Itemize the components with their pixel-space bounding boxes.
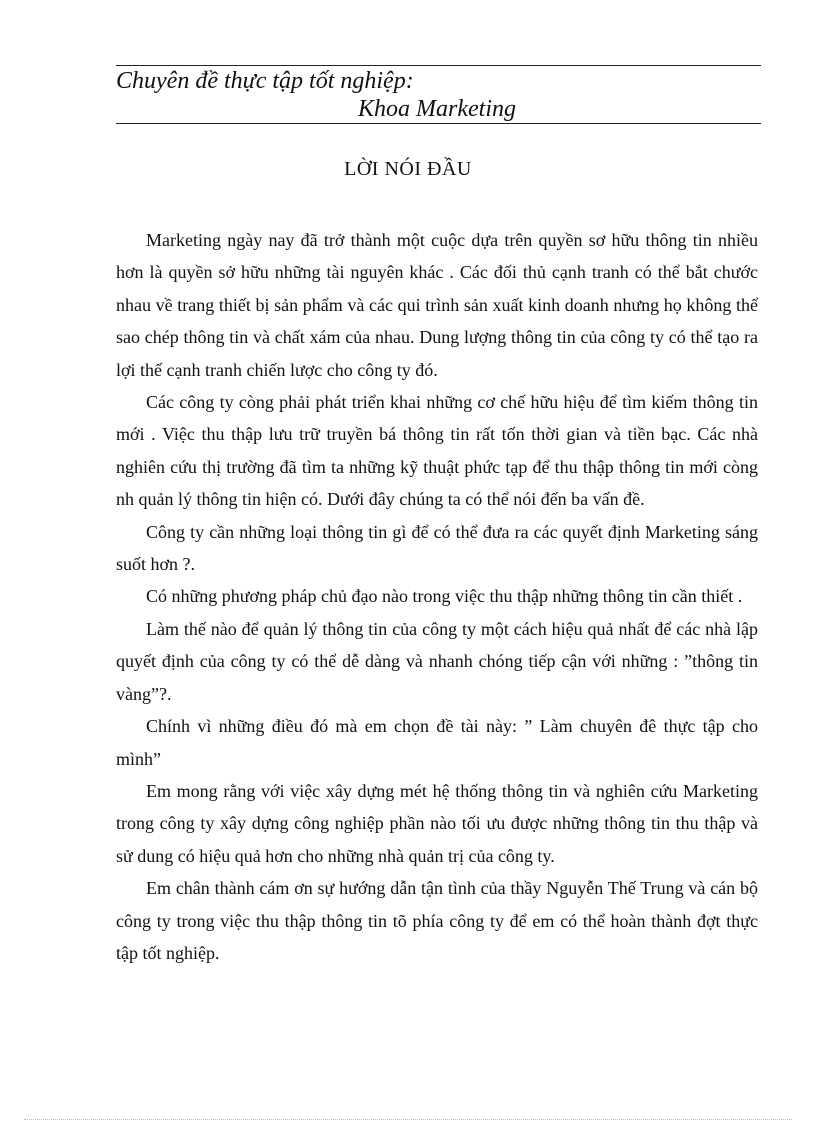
paragraph: Em chân thành cám ơn sự hướng dẫn tận tình của thầy Nguyễn Thế Trung và cán bộ công ty trong việc thu thập thông tin tõ phía công ty để em có thể hoàn thành đợt thực tập tốt nghiệp. bbox=[116, 878, 758, 963]
header-bottom-rule bbox=[116, 123, 761, 124]
paragraph: Marketing ngày nay đã trở thành một cuộc dựa trên quyền sơ hữu thông tin nhiều hơn là quyền sở hữu những tài nguyên khác . Các đối thủ cạnh tranh có thể bắt chước nhau về trang thiết bị sản phẩm và các qui trình sản xuất kinh doanh nhưng họ không thể sao chép thông tin và chất xám của nhau. Dung lượng thông tin của công ty có thể tạo ra lợi thế cạnh tranh chiến lược cho công ty đó. bbox=[116, 230, 758, 380]
paragraph: Làm thế nào để quản lý thông tin của công ty một cách hiệu quả nhất để các nhà lập quyết định của công ty có thể dễ dàng và nhanh chóng tiếp cận với những : ”thông tin vàng”?. bbox=[116, 618, 758, 704]
body-text bbox=[116, 224, 758, 969]
paragraph: Công ty cần những loại thông tin gì để có thể đưa ra các quyết định Marketing sáng suốt hơn ?. bbox=[116, 521, 758, 575]
header-top-rule bbox=[116, 65, 761, 66]
header-document-type: Chuyên đề thực tập tốt nghiệp: bbox=[116, 68, 414, 94]
paragraph: Chính vì những điều đó mà em chọn đề tài này: ” Làm chuyên đê thực tập cho mình” bbox=[116, 716, 758, 769]
paragraph: Có những phương pháp chủ đạo nào trong việc thu thập những thông tin cần thiết . bbox=[146, 586, 743, 607]
running-header bbox=[116, 64, 761, 126]
header-faculty: Khoa Marketing bbox=[358, 96, 516, 122]
page-title: LỜI NÓI ĐẦU bbox=[344, 158, 472, 180]
paragraph: Em mong rằng với việc xây dựng mét hệ thống thông tin và nghiên cứu Marketing trong công ty xây dựng công nghiệp phần nào tối ưu được những thông tin thu thập và sử dung có hiệu quả hơn cho những nhà quản trị của công ty. bbox=[116, 780, 758, 866]
paragraph: Các công ty còng phải phát triển khai những cơ chế hữu hiệu để tìm kiếm thông tin mới . Việc thu thập lưu trữ truyền bá thông tin rất tốn thời gian và tiền bạc. Các nhà nghiên cứu thị trường đã tìm ta những kỹ thuật phức tạp để thu thập thông tin mới còng nh quản lý thông tin hiện có. Dưới đây chúng ta có thể nói đến ba vấn đề. bbox=[116, 392, 758, 510]
page-bottom-border bbox=[24, 1119, 792, 1120]
